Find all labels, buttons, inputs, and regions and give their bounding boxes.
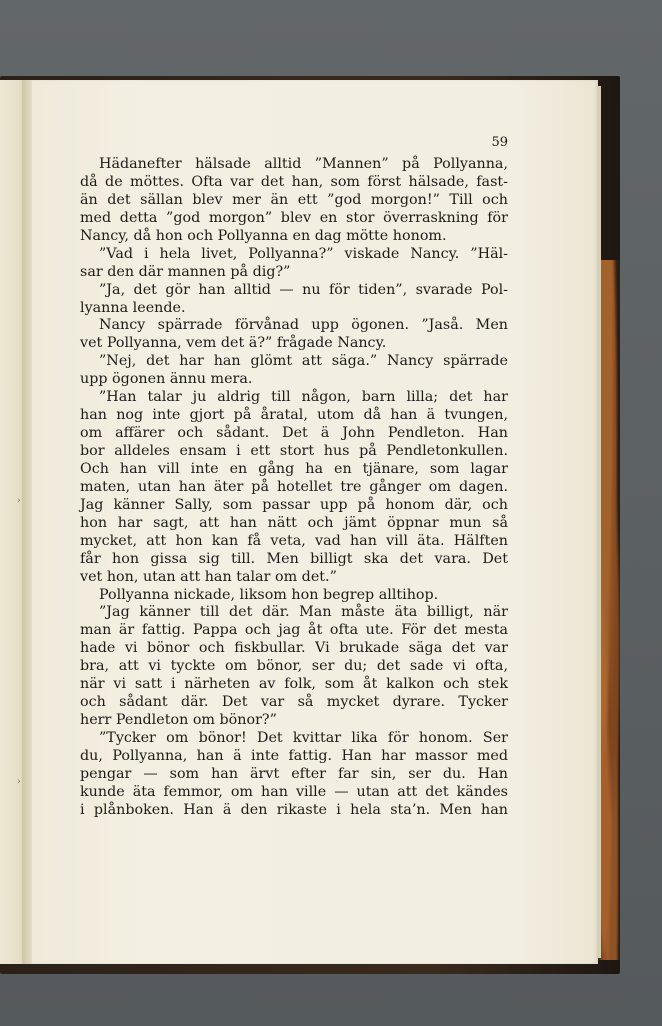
text-line: än det sällan blev mer än ett ”god morgon!” Till och: [80, 191, 508, 208]
text-line: han nog inte gjort på åratal, utom då han ä tvungen,: [80, 407, 508, 424]
text-line: ”Tycker om bönor! Det kvittar lika för honom. Ser: [99, 730, 508, 746]
text-line: bra, att vi tyckte om bönor, ser du; det sade vi ofta,: [80, 658, 508, 675]
text-line: maten, utan han äter på hotellet tre gånger om dagen.: [80, 478, 508, 495]
text-line: sar den där mannen på dig?”: [80, 263, 291, 280]
text-line: pengar — som han ärvt efter far sin, ser du. Han: [80, 765, 508, 782]
text-line: vet Pollyanna, vem det ä?” frågade Nancy.: [80, 335, 387, 352]
text-line: om affärer och sådant. Det ä John Pendleton. Han: [80, 425, 508, 442]
text-line: herr Pendleton om bönor?”: [80, 712, 277, 729]
text-line: och sådant där. Det var så mycket dyrare. Tycker: [80, 694, 508, 711]
text-line: Nancy, då hon och Pollyanna en dag mötte honom.: [80, 227, 447, 244]
text-line: får hon gissa sig till. Men billigt ska det vara. Det: [80, 550, 508, 567]
margin-tick-mark: ›: [17, 496, 21, 506]
page-number: 59: [491, 135, 508, 150]
text-line: lyanna leende.: [80, 299, 186, 316]
text-line: med detta ”god morgon” blev en stor överraskning för: [80, 209, 508, 226]
text-line: Pollyanna nickade, liksom hon begrep alltihop.: [99, 586, 439, 603]
text-line: hade vi bönor och fiskbullar. Vi brukade säga det var: [80, 640, 508, 657]
text-line: kunde äta femmor, om han ville — utan att det kändes: [80, 783, 508, 800]
text-line: Nancy spärrade förvånad upp ögonen. ”Jaså. Men: [99, 317, 508, 334]
text-line: ”Ja, det gör han alltid — nu för tiden”, svarade Pol-: [99, 281, 508, 298]
text-line: i plånboken. Han ä den rikaste i hela sta’n. Men han: [80, 801, 508, 818]
text-line: vet hon, utan att han talar om det.”: [80, 568, 337, 585]
text-line: hon har sagt, att han nätt och jämt öppnar mun så: [80, 514, 508, 531]
text-line: ”Vad i hela livet, Pollyanna?” viskade Nancy. ”Häl-: [99, 245, 508, 262]
text-line: man är fattig. Pappa och jag åt ofta ute. För det mesta: [80, 622, 508, 639]
text-line: ”Jag känner till det där. Man måste äta billigt, när: [99, 604, 508, 621]
text-line: upp ögonen ännu mera.: [80, 371, 253, 388]
page-body-text: [80, 156, 508, 820]
text-line: då de möttes. Ofta var det han, som först hälsade, fast-: [80, 173, 508, 190]
text-line: Och han vill inte en gång ha en tjänare, som lagar: [80, 460, 508, 477]
text-line: när vi satt i närheten av folk, som åt kalkon och stek: [80, 676, 508, 693]
margin-tick-mark: ›: [17, 777, 21, 787]
text-line: Hädanefter hälsade alltid ”Mannen” på Pollyanna,: [99, 156, 508, 172]
text-line: mycket, att hon kan få veta, vad han vill äta. Hälften: [80, 532, 508, 549]
page-fore-edge: [597, 86, 601, 958]
text-line: ”Han talar ju aldrig till någon, barn lilla; det har: [99, 389, 508, 406]
text-line: bor alldeles ensam i ett stort hus på Pendletonkullen.: [80, 443, 508, 459]
text-line: ”Nej, det har han glömt att säga.” Nancy spärrade: [99, 353, 508, 370]
text-line: du, Pollyanna, han ä inte fattig. Han har massor med: [80, 747, 508, 764]
text-line: Jag känner Sally, som passar upp på honom där, och: [80, 496, 508, 513]
